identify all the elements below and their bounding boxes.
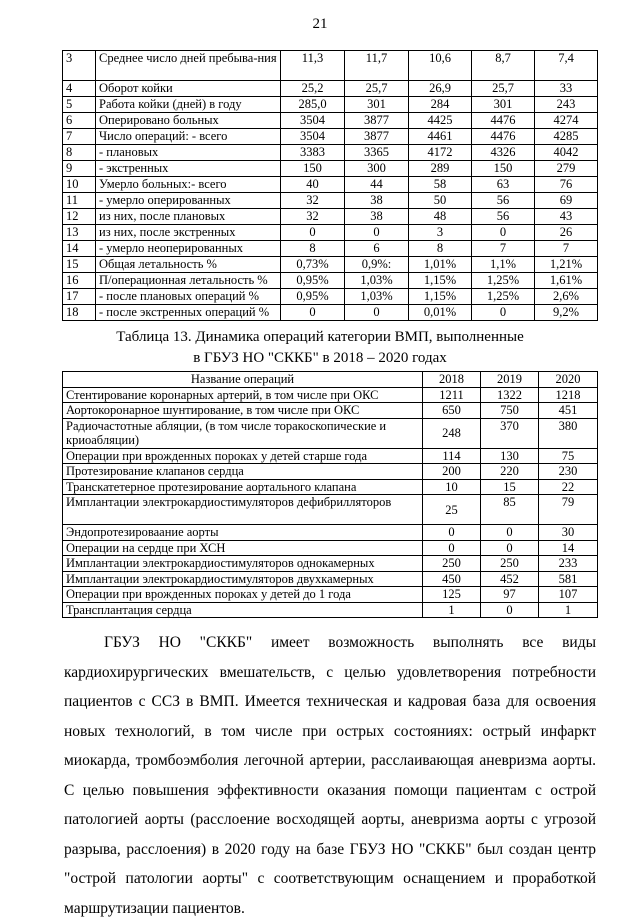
value-cell: 0 [281, 305, 345, 321]
year-header: 2020 [539, 372, 598, 388]
value-cell: 7 [535, 241, 598, 257]
value-cell: 1 [423, 602, 481, 618]
value-cell: 0 [281, 225, 345, 241]
value-cell: 38 [345, 209, 409, 225]
indicator-name-cell: Общая летальность % [96, 257, 281, 273]
row-number-cell: 7 [63, 129, 96, 145]
operation-name-cell: Трансплантация сердца [63, 602, 423, 618]
value-cell: 25,2 [281, 81, 345, 97]
value-cell: 0,95% [281, 289, 345, 305]
table-row [63, 305, 598, 321]
value-cell: 1,25% [472, 273, 535, 289]
value-cell: 150 [472, 161, 535, 177]
operation-name-cell: Имплантации электрокардиостимуляторов двухкамерных [63, 571, 423, 587]
value-cell: 1218 [539, 387, 598, 403]
indicator-name-cell: - умерло оперированных [96, 193, 281, 209]
value-cell: 3877 [345, 129, 409, 145]
value-cell: 1,21% [535, 257, 598, 273]
value-cell: 3365 [345, 145, 409, 161]
value-cell: 0 [481, 602, 539, 618]
table-row [63, 177, 598, 193]
operation-name-header: Название операций [63, 372, 423, 388]
indicator-name-cell: П/операционная летальность % [96, 273, 281, 289]
value-cell: 4285 [535, 129, 598, 145]
value-cell: 2,6% [535, 289, 598, 305]
table-row [63, 241, 598, 257]
value-cell: 300 [345, 161, 409, 177]
indicator-name-cell: - после плановых операций % [96, 289, 281, 305]
table-row [63, 587, 598, 603]
year-header: 2019 [481, 372, 539, 388]
operation-name-cell: Радиочастотные абляции, (в том числе торакоскопические и криоабляции) [63, 418, 423, 448]
value-cell: 1,03% [345, 273, 409, 289]
value-cell: 26,9 [409, 81, 472, 97]
value-cell: 150 [281, 161, 345, 177]
value-cell: 750 [481, 403, 539, 419]
value-cell: 75 [539, 448, 598, 464]
operation-name-cell: Протезирование клапанов сердца [63, 464, 423, 480]
indicator-name-cell: Работа койки (дней) в году [96, 97, 281, 113]
table-row [63, 479, 598, 495]
table-row [63, 403, 598, 419]
value-cell: 43 [535, 209, 598, 225]
table-header-row [63, 372, 598, 388]
value-cell: 3383 [281, 145, 345, 161]
value-cell: 85 [481, 495, 539, 525]
value-cell: 56 [472, 193, 535, 209]
value-cell: 32 [281, 193, 345, 209]
value-cell: 1211 [423, 387, 481, 403]
value-cell: 79 [539, 495, 598, 525]
value-cell: 4172 [409, 145, 472, 161]
value-cell: 8 [281, 241, 345, 257]
operation-name-cell: Эндопротезироваание аорты [63, 525, 423, 541]
value-cell: 25 [423, 495, 481, 525]
value-cell: 33 [535, 81, 598, 97]
value-cell: 3 [409, 225, 472, 241]
table-row [63, 602, 598, 618]
value-cell: 301 [472, 97, 535, 113]
hospital-stats-table [62, 50, 598, 321]
table-row [63, 464, 598, 480]
value-cell: 25,7 [345, 81, 409, 97]
value-cell: 97 [481, 587, 539, 603]
value-cell: 48 [409, 209, 472, 225]
value-cell: 248 [423, 418, 481, 448]
year-header: 2018 [423, 372, 481, 388]
operation-name-cell: Операции при врожденных пороках у детей до 1 года [63, 587, 423, 603]
value-cell: 450 [423, 571, 481, 587]
value-cell: 0 [472, 225, 535, 241]
indicator-name-cell: - экстренных [96, 161, 281, 177]
value-cell: 4476 [472, 129, 535, 145]
row-number-cell: 3 [63, 51, 96, 81]
value-cell: 50 [409, 193, 472, 209]
value-cell: 11,7 [345, 51, 409, 81]
value-cell: 1322 [481, 387, 539, 403]
value-cell: 0,73% [281, 257, 345, 273]
table-row [63, 540, 598, 556]
row-number-cell: 9 [63, 161, 96, 177]
value-cell: 452 [481, 571, 539, 587]
value-cell: 8,7 [472, 51, 535, 81]
table-row [63, 225, 598, 241]
value-cell: 4042 [535, 145, 598, 161]
value-cell: 0 [481, 525, 539, 541]
row-number-cell: 16 [63, 273, 96, 289]
value-cell: 6 [345, 241, 409, 257]
value-cell: 4461 [409, 129, 472, 145]
value-cell: 200 [423, 464, 481, 480]
value-cell: 284 [409, 97, 472, 113]
value-cell: 30 [539, 525, 598, 541]
value-cell: 1 [539, 602, 598, 618]
indicator-name-cell: Число операций: - всего [96, 129, 281, 145]
row-number-cell: 11 [63, 193, 96, 209]
table-row [63, 51, 598, 81]
value-cell: 1,61% [535, 273, 598, 289]
value-cell: 285,0 [281, 97, 345, 113]
operation-name-cell: Операции на сердце при ХСН [63, 540, 423, 556]
value-cell: 125 [423, 587, 481, 603]
table-row [63, 193, 598, 209]
value-cell: 25,7 [472, 81, 535, 97]
indicator-name-cell: Среднее число дней пребыва-ния [96, 51, 281, 81]
value-cell: 107 [539, 587, 598, 603]
value-cell: 1,03% [345, 289, 409, 305]
row-number-cell: 18 [63, 305, 96, 321]
table-row [63, 448, 598, 464]
value-cell: 58 [409, 177, 472, 193]
value-cell: 7 [472, 241, 535, 257]
value-cell: 69 [535, 193, 598, 209]
value-cell: 10,6 [409, 51, 472, 81]
table-row [63, 525, 598, 541]
table13-caption-line1: Таблица 13. Динамика операций категории ВМП, выполненные [116, 329, 524, 345]
value-cell: 220 [481, 464, 539, 480]
value-cell: 114 [423, 448, 481, 464]
value-cell: 380 [539, 418, 598, 448]
value-cell: 0 [423, 540, 481, 556]
row-number-cell: 14 [63, 241, 96, 257]
value-cell: 130 [481, 448, 539, 464]
value-cell: 1,25% [472, 289, 535, 305]
operation-name-cell: Имплантации электрокардиостимуляторов дефибрилляторов [63, 495, 423, 525]
value-cell: 230 [539, 464, 598, 480]
table-row [63, 209, 598, 225]
value-cell: 581 [539, 571, 598, 587]
value-cell: 26 [535, 225, 598, 241]
table-row [63, 556, 598, 572]
value-cell: 250 [423, 556, 481, 572]
value-cell: 1,15% [409, 289, 472, 305]
value-cell: 1,15% [409, 273, 472, 289]
value-cell: 76 [535, 177, 598, 193]
value-cell: 370 [481, 418, 539, 448]
operation-name-cell: Имплантации электрокардиостимуляторов однокамерных [63, 556, 423, 572]
body-paragraph: ГБУЗ НО "СККБ" имеет возможность выполнять все виды кардиохирургических вмешательств, с целью удовлетворения потребности пациентов с ССЗ в ВМП. Имеется техническая и кадровая база для освоения новых технологий, в том числе при острых состояниях: острый инфаркт миокарда, тромбоэмболия легочной артерии, расслаивающая аневризма аорты. С целью повышения эффективности оказания помощи пациентам с острой патологией аорты (расслоение восходящей аорты, аневризма аорты с угрозой разрыва, расслоения) в 2020 году на базе ГБУЗ НО "СККБ" был создан центр "острой патологии аорты" с соответствующим оснащением и проработкой маршрутизации пациентов. [64, 634, 596, 917]
value-cell: 56 [472, 209, 535, 225]
value-cell: 3877 [345, 113, 409, 129]
operation-name-cell: Операции при врожденных пороках у детей старше года [63, 448, 423, 464]
value-cell: 7,4 [535, 51, 598, 81]
value-cell: 0 [423, 525, 481, 541]
value-cell: 0,9%: [345, 257, 409, 273]
value-cell: 279 [535, 161, 598, 177]
table-row [63, 97, 598, 113]
table-row [63, 257, 598, 273]
value-cell: 301 [345, 97, 409, 113]
table13-caption-line2: в ГБУЗ НО "СККБ" в 2018 – 2020 годах [193, 350, 447, 366]
value-cell: 650 [423, 403, 481, 419]
table-row [63, 145, 598, 161]
value-cell: 15 [481, 479, 539, 495]
value-cell: 1,1% [472, 257, 535, 273]
indicator-name-cell: - умерло неоперированных [96, 241, 281, 257]
row-number-cell: 6 [63, 113, 96, 129]
table-row [63, 495, 598, 525]
value-cell: 38 [345, 193, 409, 209]
table-row [63, 289, 598, 305]
value-cell: 1,01% [409, 257, 472, 273]
value-cell: 0,01% [409, 305, 472, 321]
row-number-cell: 12 [63, 209, 96, 225]
value-cell: 44 [345, 177, 409, 193]
page-number: 21 [312, 16, 328, 32]
table-row [63, 81, 598, 97]
indicator-name-cell: Умерло больных:- всего [96, 177, 281, 193]
value-cell: 22 [539, 479, 598, 495]
table-row [63, 129, 598, 145]
row-number-cell: 15 [63, 257, 96, 273]
value-cell: 32 [281, 209, 345, 225]
value-cell: 4326 [472, 145, 535, 161]
table-row [63, 571, 598, 587]
value-cell: 11,3 [281, 51, 345, 81]
value-cell: 289 [409, 161, 472, 177]
table-row [63, 387, 598, 403]
table-row [63, 113, 598, 129]
row-number-cell: 13 [63, 225, 96, 241]
operation-name-cell: Транскатетерное протезирование аортального клапана [63, 479, 423, 495]
value-cell: 0 [345, 225, 409, 241]
value-cell: 3504 [281, 129, 345, 145]
value-cell: 4274 [535, 113, 598, 129]
value-cell: 0 [481, 540, 539, 556]
row-number-cell: 17 [63, 289, 96, 305]
value-cell: 4425 [409, 113, 472, 129]
value-cell: 10 [423, 479, 481, 495]
value-cell: 0 [472, 305, 535, 321]
table-row [63, 418, 598, 448]
value-cell: 243 [535, 97, 598, 113]
value-cell: 40 [281, 177, 345, 193]
indicator-name-cell: из них, после экстренных [96, 225, 281, 241]
table-row [63, 273, 598, 289]
indicator-name-cell: Оперировано больных [96, 113, 281, 129]
indicator-name-cell: Оборот койки [96, 81, 281, 97]
value-cell: 451 [539, 403, 598, 419]
value-cell: 233 [539, 556, 598, 572]
row-number-cell: 5 [63, 97, 96, 113]
operation-name-cell: Аортокоронарное шунтирование, в том числе при ОКС [63, 403, 423, 419]
row-number-cell: 10 [63, 177, 96, 193]
row-number-cell: 8 [63, 145, 96, 161]
indicator-name-cell: - после экстренных операций % [96, 305, 281, 321]
value-cell: 14 [539, 540, 598, 556]
vmp-operations-table [62, 371, 598, 618]
table-row [63, 161, 598, 177]
value-cell: 4476 [472, 113, 535, 129]
indicator-name-cell: - плановых [96, 145, 281, 161]
value-cell: 0,95% [281, 273, 345, 289]
value-cell: 9,2% [535, 305, 598, 321]
value-cell: 0 [345, 305, 409, 321]
value-cell: 3504 [281, 113, 345, 129]
indicator-name-cell: из них, после плановых [96, 209, 281, 225]
row-number-cell: 4 [63, 81, 96, 97]
operation-name-cell: Стентирование коронарных артерий, в том числе при ОКС [63, 387, 423, 403]
value-cell: 63 [472, 177, 535, 193]
value-cell: 250 [481, 556, 539, 572]
value-cell: 8 [409, 241, 472, 257]
